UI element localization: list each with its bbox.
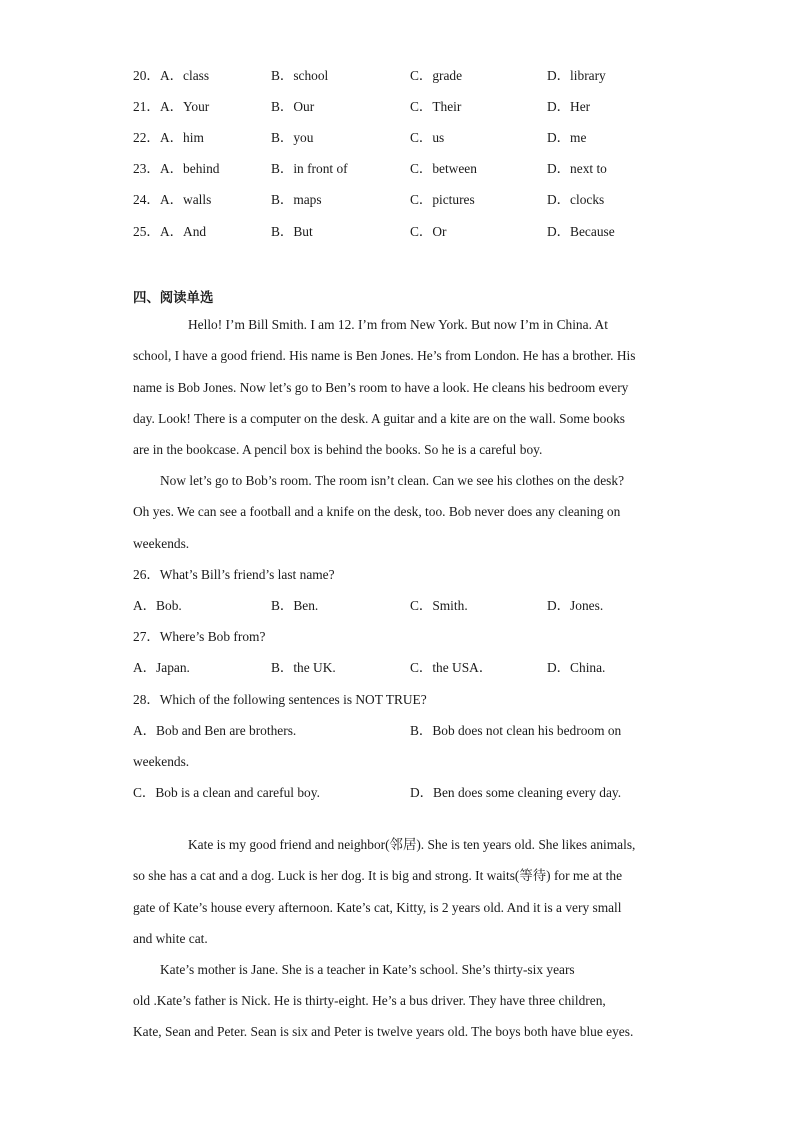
option-b: B．Bob does not clean his bedroom on xyxy=(410,723,622,738)
option-d: D．library xyxy=(547,68,606,83)
passage1-line: Now let’s go to Bob’s room. The room isn’t clean. Can we see his clothes on the desk? xyxy=(160,473,625,488)
option-c: C．between xyxy=(410,161,477,176)
option-c: C．the USA． xyxy=(410,660,493,675)
option-c: C．us xyxy=(410,130,445,145)
option-d: D．Because xyxy=(547,224,615,239)
option-b-continuation: weekends. xyxy=(133,754,190,769)
passage1-line: day. Look! There is a computer on the desk. A guitar and a kite are on the wall. Some books xyxy=(133,411,625,426)
passage2-line: Kate, Sean and Peter. Sean is six and Peter is twelve years old. The boys both have blue eyes. xyxy=(133,1024,634,1039)
option-c: C．Bob is a clean and careful boy. xyxy=(133,785,320,800)
question-number: 25． xyxy=(133,224,160,239)
passage2-line: gate of Kate’s house every afternoon. Kate’s cat, Kitty, is 2 years old. And it is a very small xyxy=(133,900,622,915)
option-a: A．Your xyxy=(160,99,210,114)
passage2-line: Kate’s mother is Jane. She is a teacher in Kate’s school. She’s thirty-six years xyxy=(160,962,575,977)
option-b: B．maps xyxy=(271,192,322,207)
question-number: 24． xyxy=(133,192,160,207)
option-row-23 xyxy=(0,159,794,179)
option-d: D．next to xyxy=(547,161,607,176)
option-a: A．class xyxy=(160,68,210,83)
passage2-line: Kate is my good friend and neighbor(邻居). She is ten years old. She likes animals, xyxy=(188,837,636,852)
option-d: D．me xyxy=(547,130,587,145)
passage1-line: are in the bookcase. A pencil box is behind the books. So he is a careful boy. xyxy=(133,442,543,457)
section-heading: 四、阅读单选 xyxy=(133,291,214,306)
option-a: A．behind xyxy=(160,161,220,176)
question-28-options-cd xyxy=(0,783,794,803)
option-c: C．grade xyxy=(410,68,463,83)
question-26-stem: 26．What’s Bill’s friend’s last name? xyxy=(133,567,335,582)
passage1-line: Hello! I’m Bill Smith. I am 12. I’m from New York. But now I’m in China. At xyxy=(188,317,608,332)
question-26-options xyxy=(0,596,794,616)
question-27-options xyxy=(0,658,794,678)
option-b: B．Our xyxy=(271,99,315,114)
option-c: C．Their xyxy=(410,99,462,114)
option-b: B．the UK. xyxy=(271,660,336,675)
passage2-line: and white cat. xyxy=(133,931,208,946)
option-c: C．Smith. xyxy=(410,598,468,613)
question-number: 23． xyxy=(133,161,160,176)
option-b: B．But xyxy=(271,224,313,239)
option-b: B．in front of xyxy=(271,161,348,176)
option-b: B．school xyxy=(271,68,329,83)
option-a: A．And xyxy=(160,224,207,239)
option-a: A．Bob. xyxy=(133,598,182,613)
option-d: D．Her xyxy=(547,99,591,114)
option-row-21 xyxy=(0,97,794,117)
option-d: D．Ben does some cleaning every day. xyxy=(410,785,622,800)
option-a: A．Japan. xyxy=(133,660,190,675)
option-a: A．walls xyxy=(160,192,212,207)
passage1-line: name is Bob Jones. Now let’s go to Ben’s room to have a look. He cleans his bedroom every xyxy=(133,380,629,395)
option-row-24 xyxy=(0,190,794,210)
question-number: 22． xyxy=(133,130,160,145)
option-c: C．Or xyxy=(410,224,447,239)
option-a: A．him xyxy=(160,130,204,145)
question-number: 21． xyxy=(133,99,160,114)
option-d: D．China. xyxy=(547,660,606,675)
passage2-line: old .Kate’s father is Nick. He is thirty-eight. He’s a bus driver. They have three children, xyxy=(133,993,606,1008)
option-b: B．Ben. xyxy=(271,598,319,613)
passage1-line: Oh yes. We can see a football and a knife on the desk, too. Bob never does any cleaning on xyxy=(133,504,621,519)
passage2-line: so she has a cat and a dog. Luck is her dog. It is big and strong. It waits(等待) for me at the xyxy=(133,868,623,883)
question-28-options-ab xyxy=(0,721,794,741)
option-row-25 xyxy=(0,222,794,242)
passage1-line: school, I have a good friend. His name is Ben Jones. He’s from London. He has a brother. His xyxy=(133,348,636,363)
option-c: C．pictures xyxy=(410,192,475,207)
option-a: A．Bob and Ben are brothers. xyxy=(133,723,297,738)
option-row-20 xyxy=(0,66,794,86)
question-number: 20． xyxy=(133,68,160,83)
option-d: D．clocks xyxy=(547,192,605,207)
option-b: B．you xyxy=(271,130,314,145)
option-d: D．Jones. xyxy=(547,598,604,613)
question-28-stem: 28．Which of the following sentences is NOT TRUE? xyxy=(133,692,427,707)
passage1-line: weekends. xyxy=(133,536,190,551)
question-27-stem: 27．Where’s Bob from? xyxy=(133,629,266,644)
option-row-22 xyxy=(0,128,794,148)
